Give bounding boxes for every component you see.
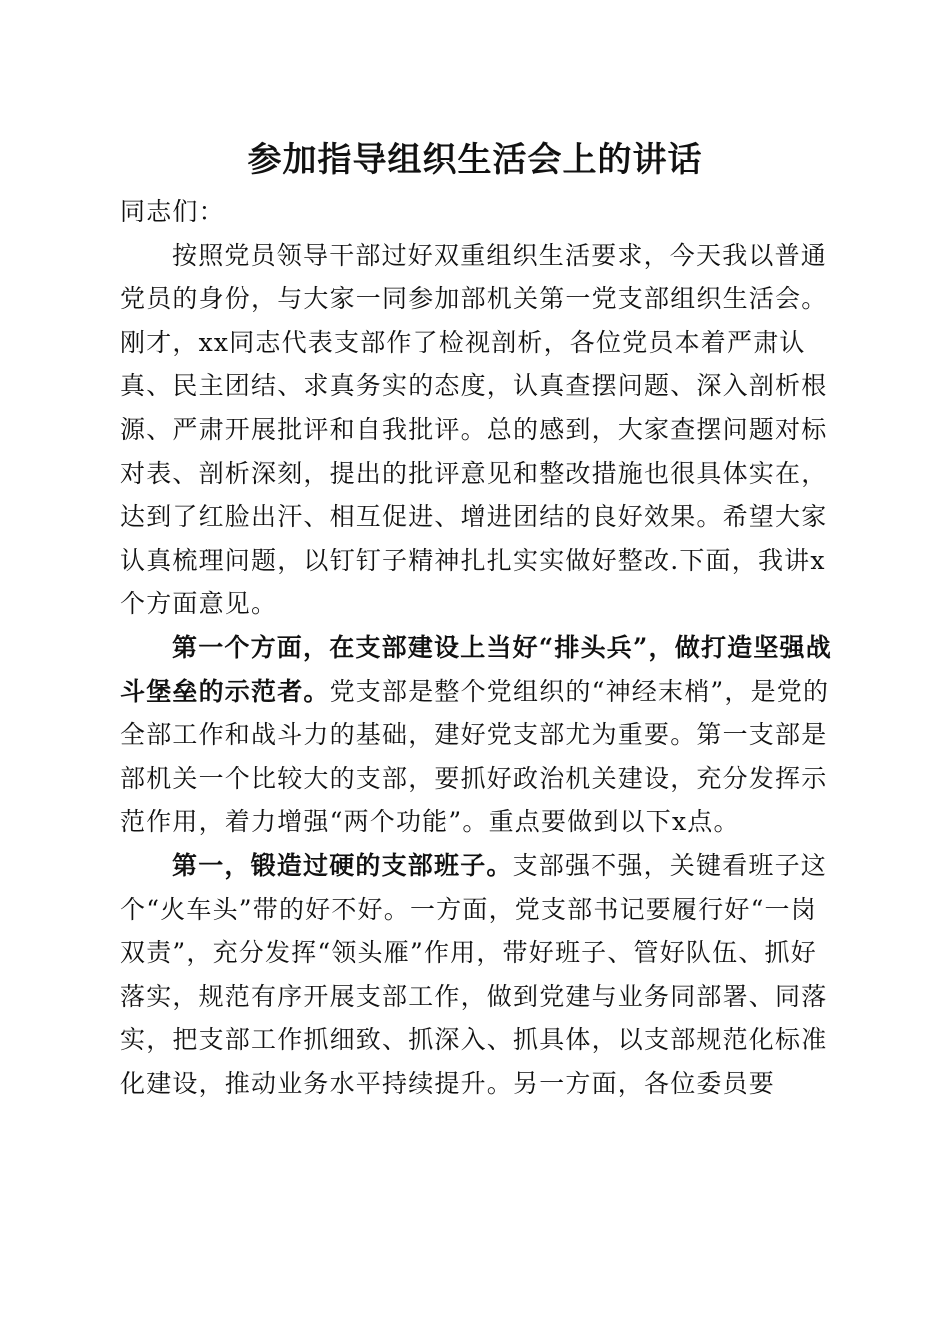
point-1-text: 支部强不强，关键看班子这个“火车头”带的好不好。一方面，党支部书记要履行好“一岗双责”，充分发挥“领头雁”作用，带好班子、管好队伍、抓好落实，规范有序开展支部工作，做到党建与业务同部署、同落实，把支部工作抓细致、抓深入、抓具体，以支部规范化标准化建设，推动业务水平持续提升。另一方面，各位委员要 — [120, 850, 828, 1098]
point-1-heading: 第一，锻造过硬的支部班子。 — [172, 850, 513, 880]
section-1-text: 党支部是整个党组织的“神经末梢”，是党的全部工作和战斗力的基础，建好党支部尤为重要。第一支部是部机关一个比较大的支部，要抓好政治机关建设，充分发挥示范作用，着力增强“两个功能”。重点要做到以下x点。 — [120, 676, 830, 837]
section-1-heading: 第一个方面，在支部建设上当好“排头兵”，做打造坚强战斗堡垒的示范者。 — [120, 632, 832, 706]
salutation: 同志们： — [120, 197, 225, 226]
paragraph-section-1 — [120, 626, 840, 844]
paragraph-intro: 按照党员领导干部过好双重组织生活要求，今天我以普通党员的身份，与大家一同参加部机关第一党支部组织生活会。刚才，xx同志代表支部作了检视剖析，各位党员本着严肃认真、民主团结、求真务实的态度，认真查摆问题、深入剖析根源、严肃开展批评和自我批评。总的感到，大家查摆问题对标对表、剖析深刻，提出的批评意见和整改措施也很具体实在，达到了红脸出汗、相互促进、增进团结的良好效果。希望大家认真梳理问题，以钉钉子精神扎扎实实做好整改.下面，我讲x个方面意见。 — [120, 240, 828, 619]
paragraph-point-1 — [120, 844, 840, 1106]
document-body — [120, 190, 840, 1105]
page-title: 参加指导组织生活会上的讲话 — [247, 140, 703, 180]
